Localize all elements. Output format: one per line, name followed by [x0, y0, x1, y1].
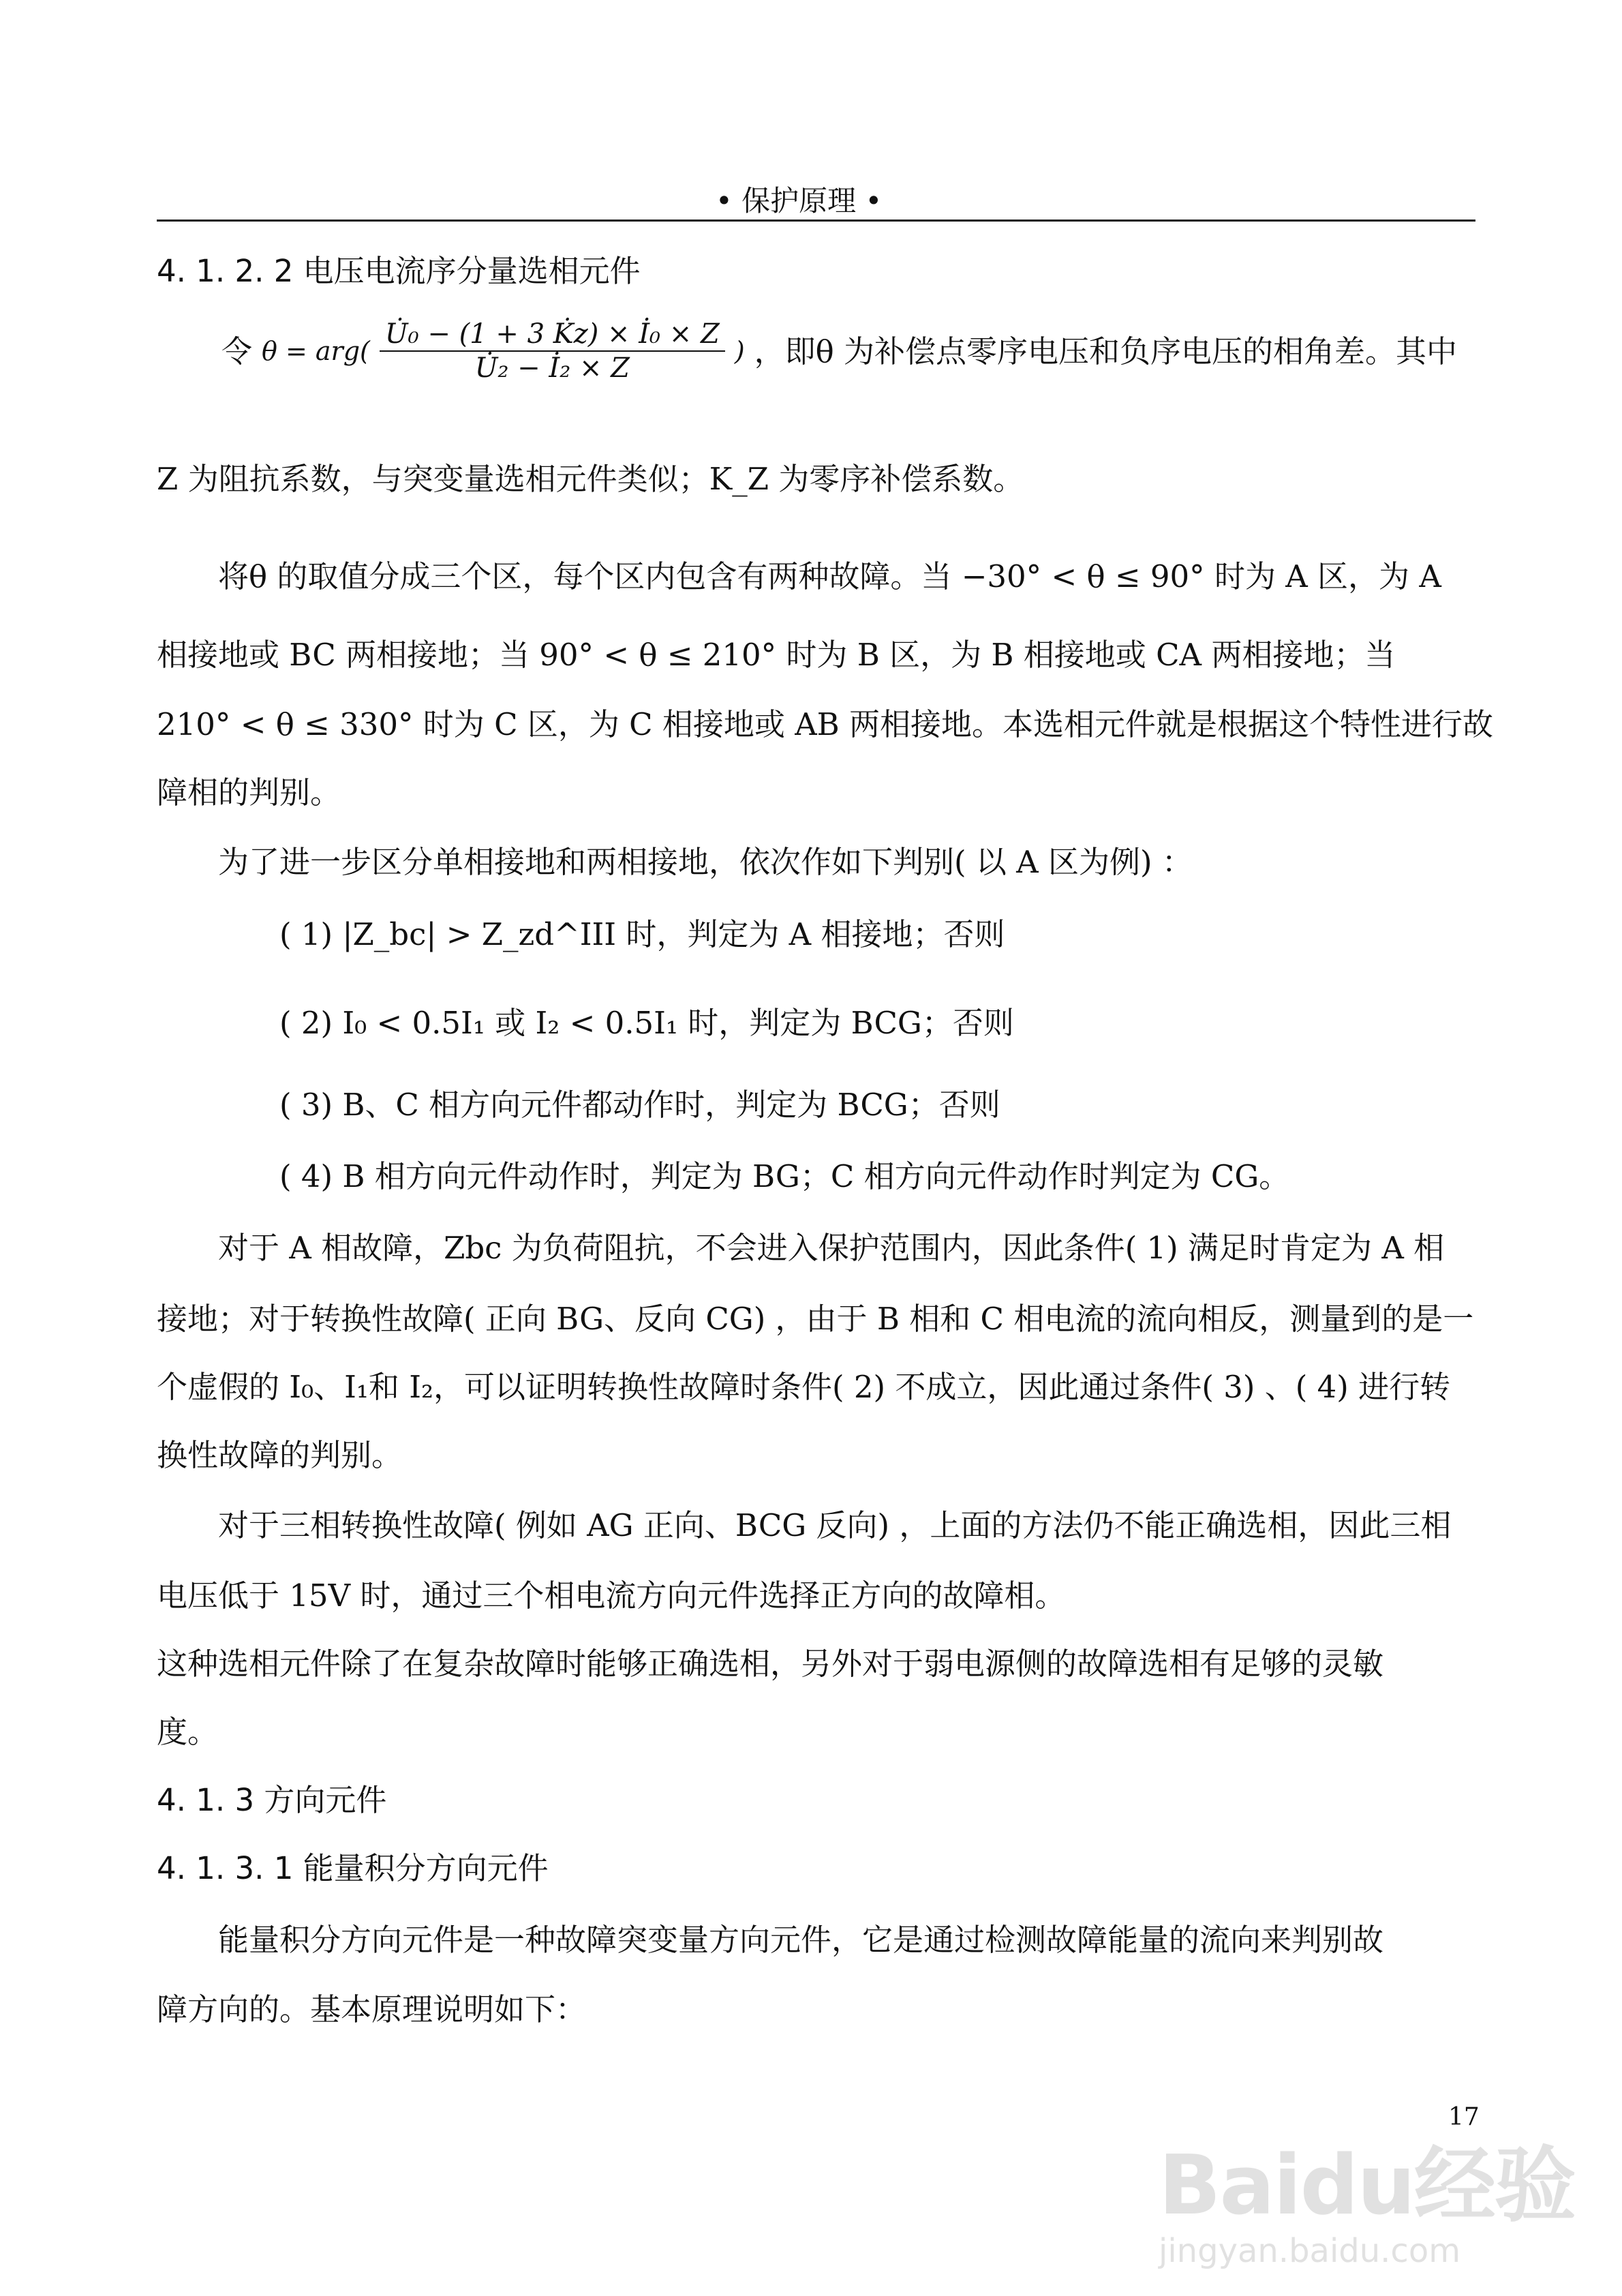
- formula-line: [221, 320, 1457, 382]
- section-413-title: 4. 1. 3 方向元件: [157, 1782, 387, 1818]
- formula-close: ): [734, 336, 745, 366]
- para-afault-line1: 对于 A 相故障，Zbc 为负荷阻抗，不会进入保护范围内，因此条件( 1) 满足时肯定为 A 相: [218, 1230, 1445, 1266]
- para-energy-line2: 障方向的。基本原理说明如下：: [157, 1991, 587, 2027]
- para-three-line1: 对于三相转换性故障( 例如 AG 正向、BCG 反向) ，上面的方法仍不能正确选相，因此三相: [218, 1507, 1452, 1543]
- formula-lead: 令: [221, 333, 253, 369]
- header-rule: [157, 220, 1475, 222]
- condition-4: ( 4) B 相方向元件动作时，判定为 BG；C 相方向元件动作时判定为 CG。: [279, 1158, 1290, 1194]
- para-further: 为了进一步区分单相接地和两相接地，依次作如下判别( 以 A 区为例) ：: [218, 844, 1193, 880]
- para-select-line1: 这种选相元件除了在复杂故障时能够正确选相，另外对于弱电源侧的故障选相有足够的灵敏: [157, 1646, 1384, 1682]
- condition-3: ( 3) B、C 相方向元件都动作时，判定为 BCG；否则: [279, 1087, 1000, 1123]
- para-select-line2: 度。: [157, 1714, 219, 1750]
- para-theta-line2: 相接地或 BC 两相接地；当 90° < θ ≤ 210° 时为 B 区，为 B 相接地或 CA 两相接地；当: [157, 637, 1396, 673]
- watermark-logo: Baidu经验: [1159, 2139, 1575, 2233]
- watermark-url: jingyan.baidu.com: [1159, 2232, 1460, 2270]
- condition-2: ( 2) I₀ < 0.5I₁ 或 I₂ < 0.5I₁ 时，判定为 BCG；否则: [279, 1005, 1014, 1041]
- formula-numerator: U̇₀ − (1 + 3 K̇z) × İ₀ × Z: [380, 320, 725, 352]
- section-4122-title: 4. 1. 2. 2 电压电流序分量选相元件: [157, 253, 641, 289]
- condition-1: ( 1) |Z_bc| > Z_zd^III 时，判定为 A 相接地；否则: [279, 916, 1005, 952]
- page-header: • 保护原理 •: [716, 184, 883, 217]
- para-afault-line2: 接地；对于转换性故障( 正向 BG、反向 CG) ，由于 B 相和 C 相电流的流向相反，测量到的是一: [157, 1301, 1474, 1337]
- baidu-watermark: [1159, 2120, 1575, 2270]
- para-afault-line4: 换性故障的判别。: [157, 1437, 403, 1473]
- section-4131-title: 4. 1. 3. 1 能量积分方向元件: [157, 1850, 549, 1886]
- formula-fraction: [380, 320, 725, 382]
- formula-denominator: U̇₂ − İ₂ × Z: [474, 352, 630, 384]
- para-theta-line4: 障相的判别。: [157, 774, 341, 811]
- para-theta-line3: 210° < θ ≤ 330° 时为 C 区，为 C 相接地或 AB 两相接地。本选相元件就是根据这个特性进行故: [157, 706, 1494, 742]
- page-number: 17: [1448, 2103, 1480, 2131]
- para-afault-line3: 个虚假的 I₀、I₁和 I₂，可以证明转换性故障时条件( 2) 不成立，因此通过条件( 3) 、( 4) 进行转: [157, 1369, 1451, 1405]
- formula-after: ，即θ 为补偿点零序电压和负序电压的相角差。其中: [754, 333, 1458, 369]
- para-three-line2: 电压低于 15V 时，通过三个相电流方向元件选择正方向的故障相。: [157, 1577, 1066, 1614]
- para-energy-line1: 能量积分方向元件是一种故障突变量方向元件，它是通过检测故障能量的流向来判别故: [218, 1922, 1384, 1958]
- para-theta-line1: 将θ 的取值分成三个区，每个区内包含有两种故障。当 −30° < θ ≤ 90° 时为 A 区，为 A: [218, 558, 1441, 594]
- formula-theta: θ = arg(: [262, 336, 370, 366]
- para-z: Z 为阻抗系数，与突变量选相元件类似；K_Z 为零序补偿系数。: [157, 461, 1024, 497]
